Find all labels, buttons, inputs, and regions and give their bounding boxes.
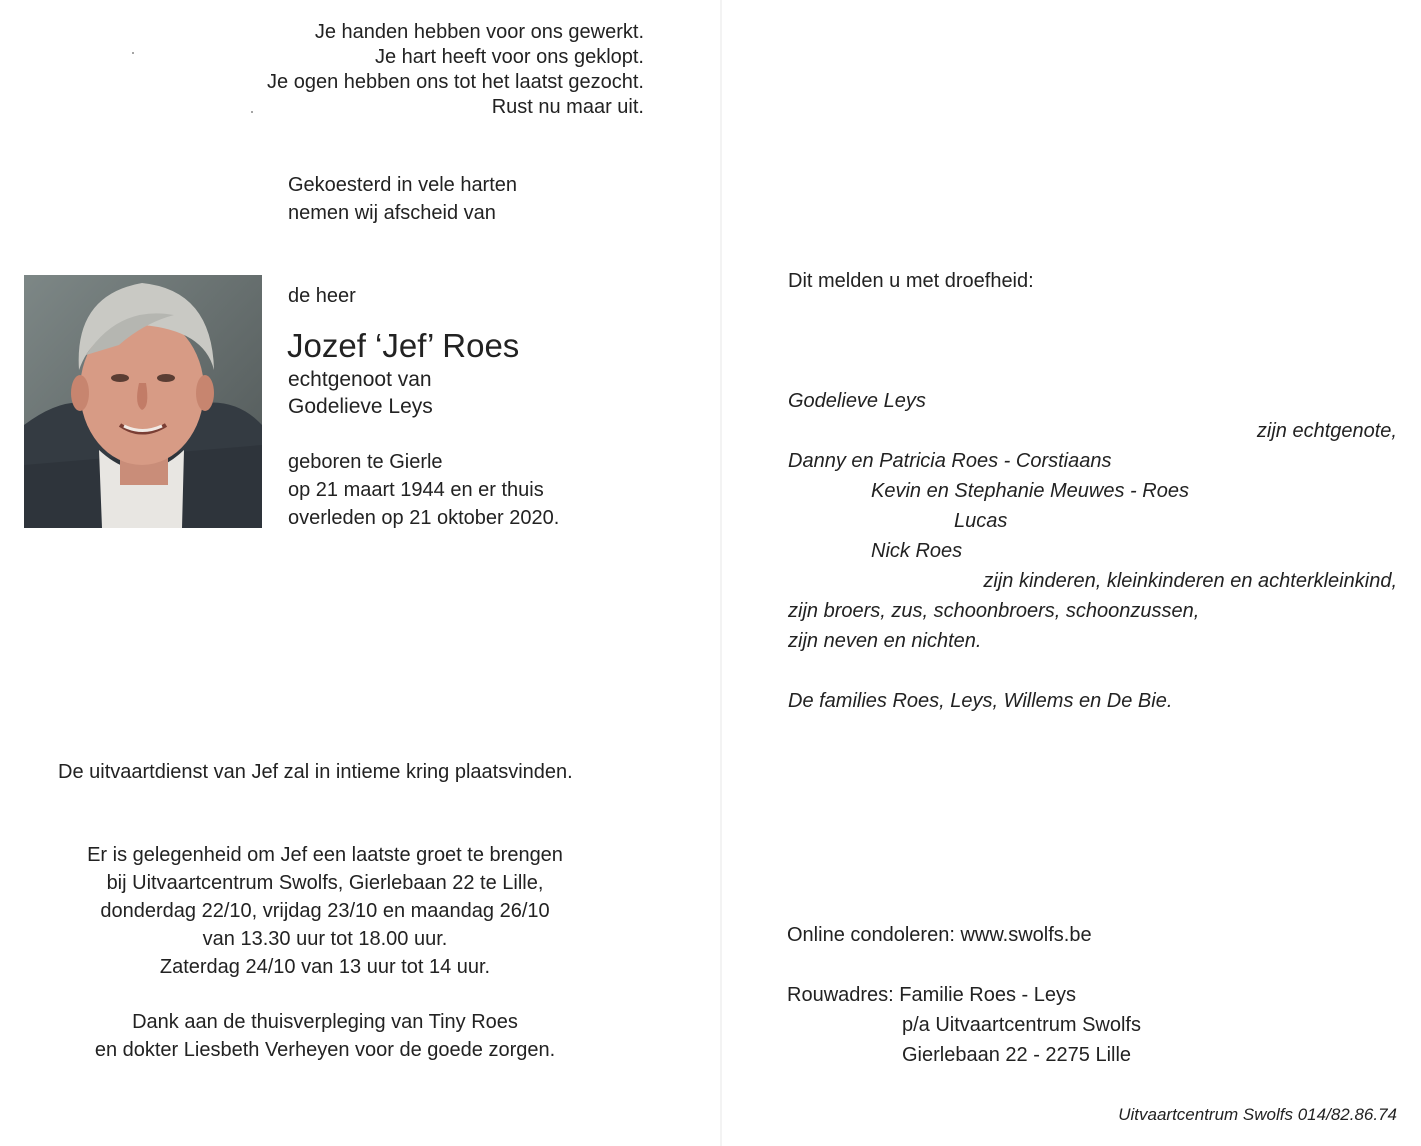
visit-line-5: Zaterdag 24/10 van 13 uur tot 14 uur.: [159, 956, 491, 978]
poem-line-4: Rust nu maar uit.: [491, 96, 644, 118]
family-families: De families Roes, Leys, Willems en De Bie.: [788, 690, 1173, 712]
family-cousins: zijn neven en nichten.: [788, 630, 982, 652]
address-label: Rouwadres: Familie Roes - Leys: [787, 984, 1076, 1006]
address-line-3: Gierlebaan 22 - 2275 Lille: [902, 1044, 1132, 1066]
spouse-line-1: echtgenoot van: [288, 368, 432, 391]
thanks-line-1: Dank aan de thuisverpleging van Tiny Roes: [132, 1011, 518, 1033]
intro-line-1: Gekoesterd in vele harten: [288, 174, 518, 196]
family-grandchild-1: Kevin en Stephanie Meuwes - Roes: [871, 480, 1189, 502]
family-wife-relation: zijn echtgenote,: [1256, 420, 1397, 442]
family-wife: Godelieve Leys: [788, 390, 926, 412]
service-text: De uitvaartdienst van Jef zal in intieme kring plaatsvinden.: [58, 761, 573, 783]
poem-line-1: Je handen hebben voor ons gewerkt.: [314, 21, 644, 43]
honorific: de heer: [288, 285, 356, 307]
funeral-home-footer: Uitvaartcentrum Swolfs 014/82.86.74: [1118, 1105, 1397, 1124]
birth-line-2: op 21 maart 1944 en er thuis: [288, 479, 544, 501]
birth-line-3: overleden op 21 oktober 2020.: [288, 507, 560, 529]
online-condolence: Online condoleren: www.swolfs.be: [787, 924, 1092, 946]
portrait-photo: [24, 275, 262, 528]
family-siblings: zijn broers, zus, schoonbroers, schoonzussen,: [788, 600, 1200, 622]
family-children-relation: zijn kinderen, kleinkinderen en achterkleinkind,: [983, 570, 1397, 592]
family-child-1: Danny en Patricia Roes - Corstiaans: [788, 450, 1112, 472]
visit-line-4: van 13.30 uur tot 18.00 uur.: [202, 928, 448, 950]
paper-speck: [132, 52, 134, 54]
card-fold-line: [720, 0, 722, 1146]
family-grandchild-2: Nick Roes: [871, 540, 963, 562]
announcement-text: Dit melden u met droefheid:: [788, 270, 1034, 292]
visit-line-2: bij Uitvaartcentrum Swolfs, Gierlebaan 22 te Lille,: [106, 872, 544, 894]
address-line-2: p/a Uitvaartcentrum Swolfs: [902, 1014, 1141, 1036]
family-great-grandchild: Lucas: [954, 510, 1008, 532]
visit-line-3: donderdag 22/10, vrijdag 23/10 en maandag 26/10: [100, 900, 550, 922]
visit-line-1: Er is gelegenheid om Jef een laatste groet te brengen: [87, 844, 563, 866]
poem-line-3: Je ogen hebben ons tot het laatst gezocht.: [267, 71, 644, 93]
intro-line-2: nemen wij afscheid van: [288, 202, 496, 224]
poem-line-2: Je hart heeft voor ons geklopt.: [374, 46, 644, 68]
thanks-line-2: en dokter Liesbeth Verheyen voor de goede zorgen.: [94, 1039, 556, 1061]
birth-line-1: geboren te Gierle: [288, 451, 443, 473]
deceased-name: Jozef ‘Jef’ Roes: [287, 327, 520, 364]
spouse-line-2: Godelieve Leys: [288, 395, 433, 418]
